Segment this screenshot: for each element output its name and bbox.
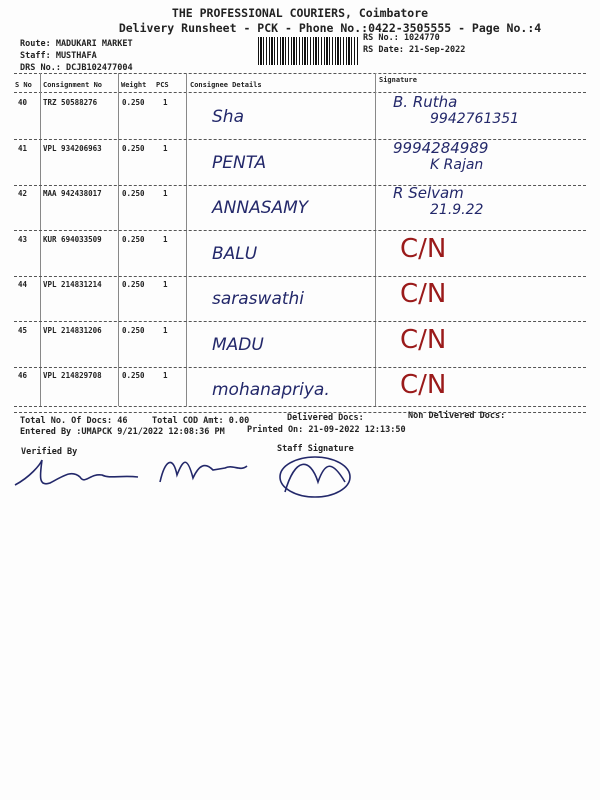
column-rule <box>118 73 119 406</box>
row-consignee-handwritten: ANNASAMY <box>212 198 309 218</box>
row-weight: 0.250 <box>122 280 145 289</box>
drs-number: DRS No.: DCJB102477004 <box>20 63 133 73</box>
row-consignment: MAA 942438017 <box>43 189 102 198</box>
row-consignee-handwritten: Sha <box>212 107 244 127</box>
entered-by: Entered By :UMAPCK 9/21/2022 12:08:36 PM <box>20 427 225 437</box>
column-rule <box>186 73 187 406</box>
row-consignment: VPL 214831206 <box>43 326 102 335</box>
row-pcs: 1 <box>163 189 168 198</box>
row-consignment: VPL 934206963 <box>43 144 102 153</box>
staff-signature-mark <box>270 452 360 502</box>
row-divider <box>14 139 586 140</box>
col-weight: Weight <box>121 81 147 89</box>
row-signature-handwritten: C/N <box>400 325 447 355</box>
row-weight: 0.250 <box>122 144 145 153</box>
col-consignment: Consignment No <box>43 81 103 89</box>
col-pcs: PCS <box>156 81 169 89</box>
row-weight: 0.250 <box>122 326 145 335</box>
row-consignment: TRZ 50588276 <box>43 98 98 107</box>
divider <box>14 73 586 74</box>
row-signature-handwritten: R Selvam <box>393 184 464 202</box>
row-pcs: 1 <box>163 371 168 380</box>
row-pcs: 1 <box>163 235 168 244</box>
row-signature-extra: 21.9.22 <box>430 202 484 218</box>
row-signature-extra: 9942761351 <box>430 111 520 127</box>
verified-by-label: Verified By <box>21 447 78 457</box>
row-divider <box>14 367 586 368</box>
row-sno: 45 <box>18 326 28 335</box>
staff-label: Staff: MUSTHAFA <box>20 51 97 61</box>
row-divider <box>14 185 586 186</box>
divider <box>14 406 586 407</box>
row-consignee-handwritten: PENTA <box>212 153 267 173</box>
printed-on: Printed On: 21-09-2022 12:13:50 <box>247 425 406 435</box>
row-weight: 0.250 <box>122 189 145 198</box>
row-weight: 0.250 <box>122 371 145 380</box>
row-signature-handwritten: C/N <box>400 234 447 264</box>
verifier-signature <box>10 455 145 500</box>
total-cod: Total COD Amt: 0.00 <box>152 416 250 426</box>
row-divider <box>14 230 586 231</box>
row-consignee-handwritten: MADU <box>212 335 264 355</box>
row-signature-handwritten: C/N <box>400 370 447 400</box>
row-consignee-handwritten: BALU <box>212 244 258 264</box>
staff-signature-label: Staff Signature <box>277 444 354 454</box>
col-sno: S No <box>15 81 32 89</box>
column-rule <box>40 73 41 406</box>
row-pcs: 1 <box>163 326 168 335</box>
row-consignee-handwritten: mohanapriya. <box>212 380 330 400</box>
row-sno: 46 <box>18 371 28 380</box>
row-sno: 44 <box>18 280 28 289</box>
rs-number: RS No.: 1024770 <box>363 33 440 43</box>
row-sno: 40 <box>18 98 28 107</box>
column-rule <box>375 73 376 406</box>
delivered-docs: Delivered Docs: <box>287 413 364 423</box>
row-signature-handwritten: 9994284989 <box>393 139 489 157</box>
barcode-image <box>258 37 358 65</box>
row-sno: 43 <box>18 235 28 244</box>
runsheet-title: Delivery Runsheet - PCK - Phone No.:0422-3505555 - Page No.:4 <box>118 21 542 35</box>
non-delivered-docs: Non Delivered Docs: <box>408 411 506 421</box>
row-consignment: KUR 694033509 <box>43 235 102 244</box>
row-pcs: 1 <box>163 144 168 153</box>
divider <box>14 92 586 93</box>
route-label: Route: MADUKARI MARKET <box>20 39 133 49</box>
row-sno: 42 <box>18 189 28 198</box>
row-consignee-handwritten: saraswathi <box>212 289 305 309</box>
row-sno: 41 <box>18 144 28 153</box>
row-signature-handwritten: B. Rutha <box>393 93 458 111</box>
col-consignee: Consignee Details <box>190 81 262 89</box>
staff-signature-scribble <box>155 450 255 490</box>
rs-date: RS Date: 21-Sep-2022 <box>363 45 466 55</box>
row-consignment: VPL 214829708 <box>43 371 102 380</box>
col-signature: Signature <box>379 76 417 84</box>
row-pcs: 1 <box>163 280 168 289</box>
row-signature-handwritten: C/N <box>400 279 447 309</box>
row-consignment: VPL 214831214 <box>43 280 102 289</box>
row-weight: 0.250 <box>122 98 145 107</box>
row-divider <box>14 321 586 322</box>
company-title: THE PROFESSIONAL COURIERS, Coimbatore <box>171 6 429 20</box>
row-divider <box>14 276 586 277</box>
row-weight: 0.250 <box>122 235 145 244</box>
row-pcs: 1 <box>163 98 168 107</box>
total-docs: Total No. Of Docs: 46 <box>20 416 128 426</box>
row-signature-extra: K Rajan <box>430 157 484 173</box>
